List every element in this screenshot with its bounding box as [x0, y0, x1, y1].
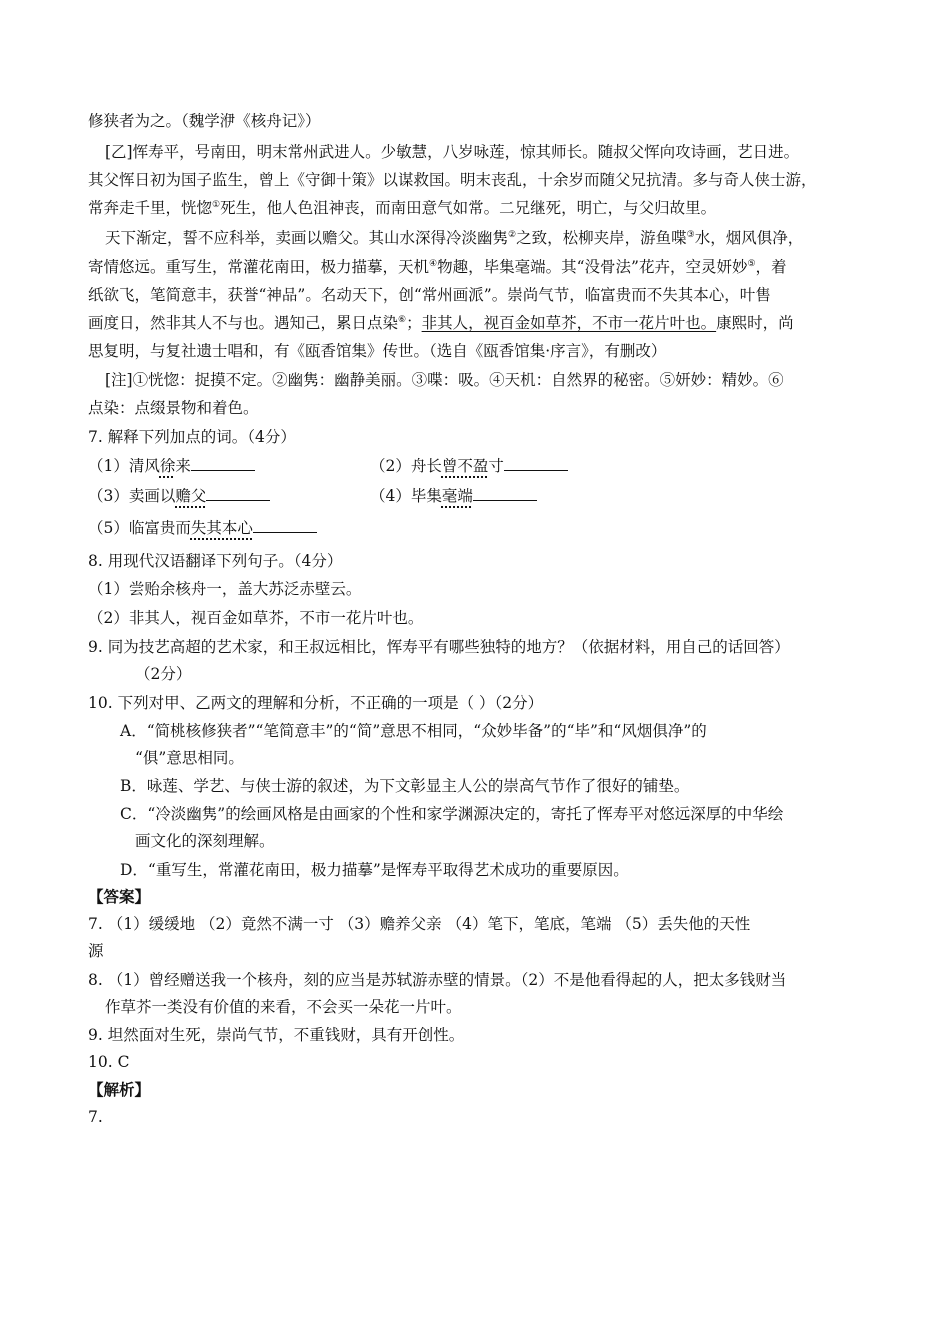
- passage-line: 纸欲飞，笔简意丰，获誉“神品”。名动天下，创“常州画派”。崇尚气节，临富贵而不失其本心，叶售: [88, 286, 771, 304]
- footnote-mark: ⑤: [747, 258, 756, 269]
- passage-line: 天下渐定，誓不应科举，卖画以赡父。其山水深得冷淡幽隽②之致，松柳夹岸，游鱼喋③水，烟风俱净，: [105, 229, 804, 247]
- dotted-word: 失其本心: [190, 519, 253, 537]
- answer-9: 9. 坦然面对生死，崇尚气节，不重钱财，具有开创性。: [88, 1026, 465, 1044]
- analysis-item-7: 7.: [88, 1108, 103, 1126]
- dotted-word: 毫端: [441, 487, 473, 505]
- passage-line: [乙]恽寿平，号南田，明末常州武进人。少敏慧，八岁咏莲，惊其师长。随叔父恽向攻诗画，艺日进。: [105, 143, 800, 161]
- passage-line: 思复明，与复社遗士唱和，有《瓯香馆集》传世。（选自《瓯香馆集·序言》，有删改）: [88, 342, 667, 360]
- question-8-item-2: （2）非其人，视百金如草芥，不市一花片叶也。: [88, 609, 424, 627]
- question-7-item-3: （3）卖画以赡父: [88, 486, 270, 506]
- passage-line: 常奔走千里，恍惚①死生，他人色沮神丧，而南田意气如常。二兄继死，明亡，与父归故里。: [88, 199, 717, 217]
- answer-blank[interactable]: [253, 518, 317, 533]
- answer-7-cont: 源: [88, 942, 104, 960]
- answer-7: 7. （1）缓缓地 （2）竟然不满一寸 （3）赡养父亲 （4）笔下，笔底，笔端 （5）丢失他的天性: [88, 915, 751, 933]
- option-a: A．“简桃核修狭者”“笔简意丰”的“简”意思不相同，“众妙毕备”的“毕”和“风烟俱净”的: [120, 722, 707, 740]
- dotted-word: 曾不盈: [441, 457, 489, 475]
- option-c-cont: 画文化的深刻理解。: [135, 832, 275, 850]
- dotted-word: 徐: [159, 457, 176, 475]
- question-10: 10. 下列对甲、乙两文的理解和分析，不正确的一项是（ ）（2分）: [88, 694, 544, 712]
- option-c: C．“冷淡幽隽”的绘画风格是由画家的个性和家学渊源决定的，寄托了恽寿平对悠远深厚的中华绘: [120, 805, 784, 823]
- passage-line: 修狭者为之。（魏学洢《核舟记》）: [88, 112, 321, 130]
- answer-8: 8. （1）曾经赠送我一个核舟，刻的应当是苏轼游赤壁的情景。（2）不是他看得起的人，把太多钱财当: [88, 971, 787, 989]
- question-8: 8. 用现代汉语翻译下列句子。（4分）: [88, 552, 343, 570]
- question-7-item-1: （1）清风徐来: [88, 456, 255, 476]
- underlined-sentence: 非其人，视百金如草芥，不市一花片叶也。: [421, 314, 717, 332]
- passage-line: 寄情悠远。重写生，常灌花南田，极力描摹，天机④物趣，毕集毫端。其“没骨法”花卉，空灵妍妙⑤，着: [88, 258, 787, 276]
- answer-blank[interactable]: [504, 456, 568, 471]
- footnote-mark: ⑥: [398, 314, 407, 325]
- footnote-mark: ②: [508, 229, 517, 240]
- option-b: B．咏莲、学艺、与侠士游的叙述，为下文彰显主人公的崇高气节作了很好的铺垫。: [120, 777, 690, 795]
- answer-10: 10. C: [88, 1053, 130, 1071]
- answer-blank[interactable]: [473, 486, 537, 501]
- question-8-item-1: （1）尝贻余核舟一，盖大苏泛赤壁云。: [88, 580, 362, 598]
- passage-line: 其父恽日初为国子监生，曾上《守御十策》以谋救国。明末丧乱，十余岁而随父兄抗清。多与奇人侠士游，: [88, 171, 817, 189]
- question-7: 7. 解释下列加点的词。（4分）: [88, 428, 296, 446]
- passage-line: 画度日，然非其人不与也。遇知己，累日点染⑥；非其人，视百金如草芥，不市一花片叶也。康熙时，尚: [88, 314, 794, 332]
- answer-heading: 【答案】: [88, 887, 151, 906]
- answer-blank[interactable]: [191, 456, 255, 471]
- note-line: [注]①恍惚：捉摸不定。②幽隽：幽静美丽。③喋：吸。④天机：自然界的秘密。⑤妍妙：精妙。⑥: [105, 371, 784, 389]
- question-9-score: （2分）: [135, 665, 192, 683]
- question-7-item-4: （4）毕集毫端: [370, 486, 537, 506]
- option-d: D．“重写生，常灌花南田，极力描摹”是恽寿平取得艺术成功的重要原因。: [120, 861, 629, 879]
- question-7-item-2: （2）舟长曾不盈寸: [370, 456, 568, 476]
- analysis-heading: 【解析】: [88, 1080, 151, 1099]
- dotted-word: 赡父: [175, 487, 207, 505]
- question-9: 9. 同为技艺高超的艺术家，和王叔远相比，恽寿平有哪些独特的地方？（依据材料，用自己的话回答）: [88, 638, 790, 656]
- option-a-cont: “俱”意思相同。: [135, 749, 244, 767]
- note-line: 点染：点缀景物和着色。: [88, 399, 259, 417]
- footnote-mark: ④: [429, 258, 438, 269]
- footnote-mark: ③: [686, 229, 695, 240]
- answer-blank[interactable]: [206, 486, 270, 501]
- question-7-item-5: （5）临富贵而失其本心: [88, 518, 317, 538]
- answer-8-cont: 作草芥一类没有价值的来看，不会买一朵花一片叶。: [105, 998, 462, 1016]
- footnote-mark: ①: [212, 199, 221, 210]
